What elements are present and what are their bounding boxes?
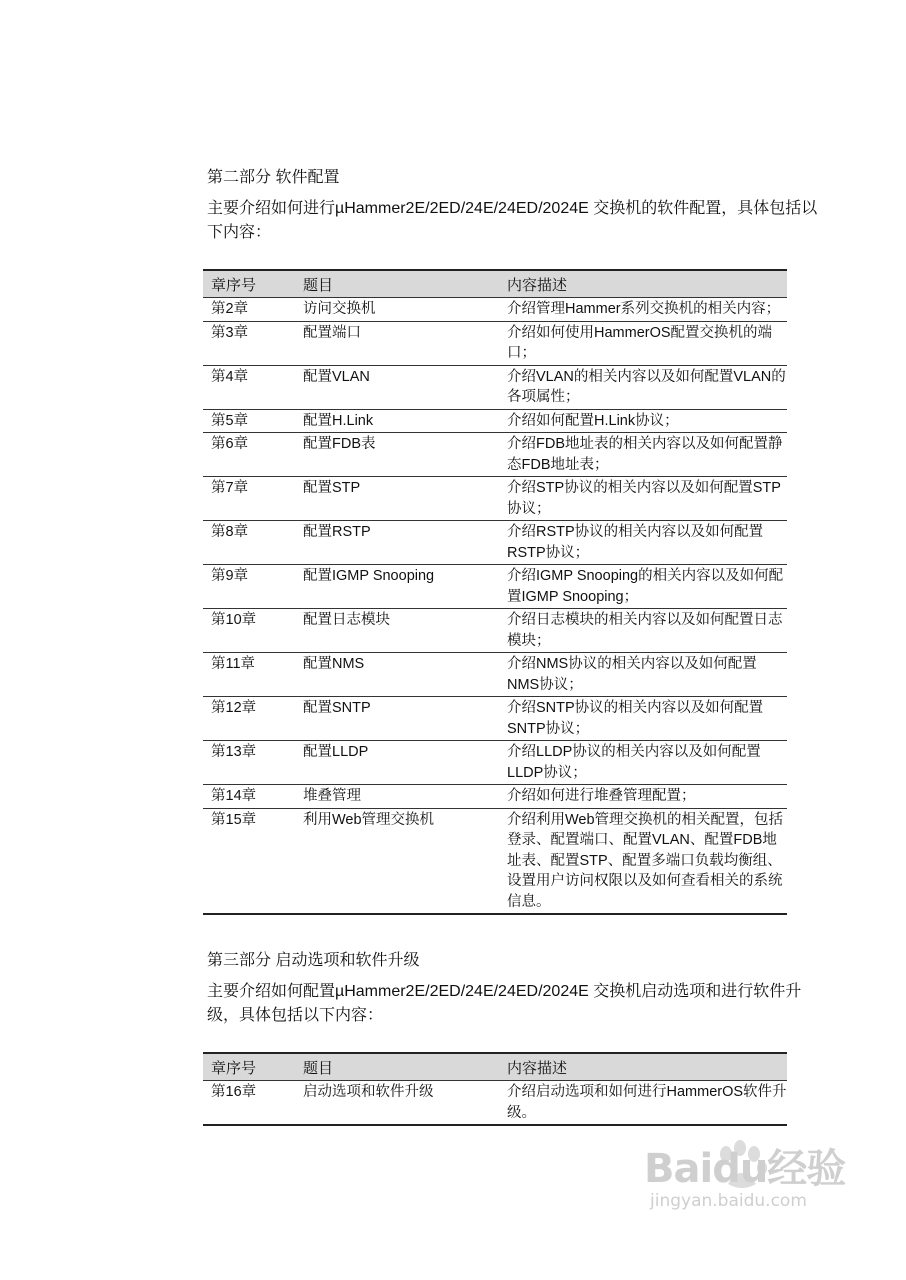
chapter-description: 介绍VLAN的相关内容以及如何配置VLAN的各项属性；: [499, 365, 787, 409]
chapter-description: 介绍SNTP协议的相关内容以及如何配置SNTP协议；: [499, 697, 787, 741]
chapter-title: 配置RSTP: [295, 521, 499, 565]
chapter-description: 介绍利用Web管理交换机的相关配置，包括登录、配置端口、配置VLAN、配置FDB地址表、配置STP、配置多端口负载均衡组、设置用户访问权限以及如何查看相关的系统信息。: [499, 808, 787, 914]
table-row: [203, 565, 787, 609]
chapter-description: 介绍RSTP协议的相关内容以及如何配置RSTP协议；: [499, 521, 787, 565]
header-chapter: 章序号: [203, 270, 295, 298]
header-title: 题目: [295, 1053, 499, 1081]
chapter-title: 利用Web管理交换机: [295, 808, 499, 914]
header-title: 题目: [295, 270, 499, 298]
table-row: [203, 409, 787, 433]
chapter-number: 第8章: [203, 521, 295, 565]
part2-description: 主要介绍如何进行µHammer2E/2ED/24E/24ED/2024E 交换机的软件配置，具体包括以下内容：: [207, 200, 818, 241]
chapter-number: 第13章: [203, 741, 295, 785]
chapter-description: 介绍如何配置H.Link协议；: [499, 409, 787, 433]
chapter-number: 第6章: [203, 433, 295, 477]
chapter-title: 配置LLDP: [295, 741, 499, 785]
chapter-title: 配置SNTP: [295, 697, 499, 741]
chapter-title: 配置日志模块: [295, 609, 499, 653]
chapter-title: 配置STP: [295, 477, 499, 521]
chapter-description: 介绍如何使用HammerOS配置交换机的端口；: [499, 321, 787, 365]
table-row: [203, 697, 787, 741]
table-row: [203, 365, 787, 409]
chapter-description: 介绍FDB地址表的相关内容以及如何配置静态FDB地址表；: [499, 433, 787, 477]
table-row: [203, 433, 787, 477]
chapter-title: 堆叠管理: [295, 785, 499, 809]
baidu-watermark: [644, 1147, 845, 1211]
table-row: [203, 298, 787, 322]
chapter-description: 介绍如何进行堆叠管理配置；: [499, 785, 787, 809]
chapter-description: 介绍LLDP协议的相关内容以及如何配置LLDP协议；: [499, 741, 787, 785]
table-row: [203, 653, 787, 697]
chapter-number: 第11章: [203, 653, 295, 697]
chapter-description: 介绍STP协议的相关内容以及如何配置STP协议；: [499, 477, 787, 521]
chapter-number: 第15章: [203, 808, 295, 914]
table-row: [203, 477, 787, 521]
chapter-description: 介绍日志模块的相关内容以及如何配置日志模块；: [499, 609, 787, 653]
chapter-description: 介绍NMS协议的相关内容以及如何配置NMS协议；: [499, 653, 787, 697]
chapter-number: 第14章: [203, 785, 295, 809]
part2-section: [207, 168, 827, 245]
chapter-title: 配置端口: [295, 321, 499, 365]
chapter-number: 第9章: [203, 565, 295, 609]
watermark-url: jingyan.baidu.com: [650, 1191, 807, 1211]
table-row: [203, 741, 787, 785]
chapter-title: 配置H.Link: [295, 409, 499, 433]
chapter-description: 介绍管理Hammer系列交换机的相关内容；: [499, 298, 787, 322]
chapter-title: 配置IGMP Snooping: [295, 565, 499, 609]
table-header-row: [203, 1053, 787, 1081]
table-row: [203, 321, 787, 365]
table-row: [203, 1081, 787, 1126]
chapter-number: 第7章: [203, 477, 295, 521]
chapter-number: 第12章: [203, 697, 295, 741]
chapter-number: 第16章: [203, 1081, 295, 1126]
part3-description: 主要介绍如何配置µHammer2E/2ED/24E/24ED/2024E 交换机启动选项和进行软件升级，具体包括以下内容：: [207, 983, 802, 1024]
part2-title: 第二部分 软件配置: [207, 169, 340, 186]
chapter-number: 第2章: [203, 298, 295, 322]
chapter-title: 配置NMS: [295, 653, 499, 697]
chapter-title: 配置VLAN: [295, 365, 499, 409]
header-description: 内容描述: [499, 1053, 787, 1081]
table-row: [203, 785, 787, 809]
table-row: [203, 808, 787, 914]
chapter-description: 介绍启动选项和如何进行HammerOS软件升级。: [499, 1081, 787, 1126]
chapter-title: 访问交换机: [295, 298, 499, 322]
part3-chapter-table: [203, 1052, 787, 1126]
part2-chapter-table: [203, 269, 787, 915]
part3-title: 第三部分 启动选项和软件升级: [207, 952, 420, 969]
header-description: 内容描述: [499, 270, 787, 298]
chapter-title: 启动选项和软件升级: [295, 1081, 499, 1126]
header-chapter: 章序号: [203, 1053, 295, 1081]
chapter-title: 配置FDB表: [295, 433, 499, 477]
chapter-description: 介绍IGMP Snooping的相关内容以及如何配置IGMP Snooping；: [499, 565, 787, 609]
chapter-number: 第3章: [203, 321, 295, 365]
chapter-number: 第5章: [203, 409, 295, 433]
part3-section: [207, 951, 827, 1028]
table-row: [203, 609, 787, 653]
table-header-row: [203, 270, 787, 298]
chapter-number: 第4章: [203, 365, 295, 409]
table-row: [203, 521, 787, 565]
chapter-number: 第10章: [203, 609, 295, 653]
watermark-logo: Baidu经验: [644, 1146, 846, 1192]
